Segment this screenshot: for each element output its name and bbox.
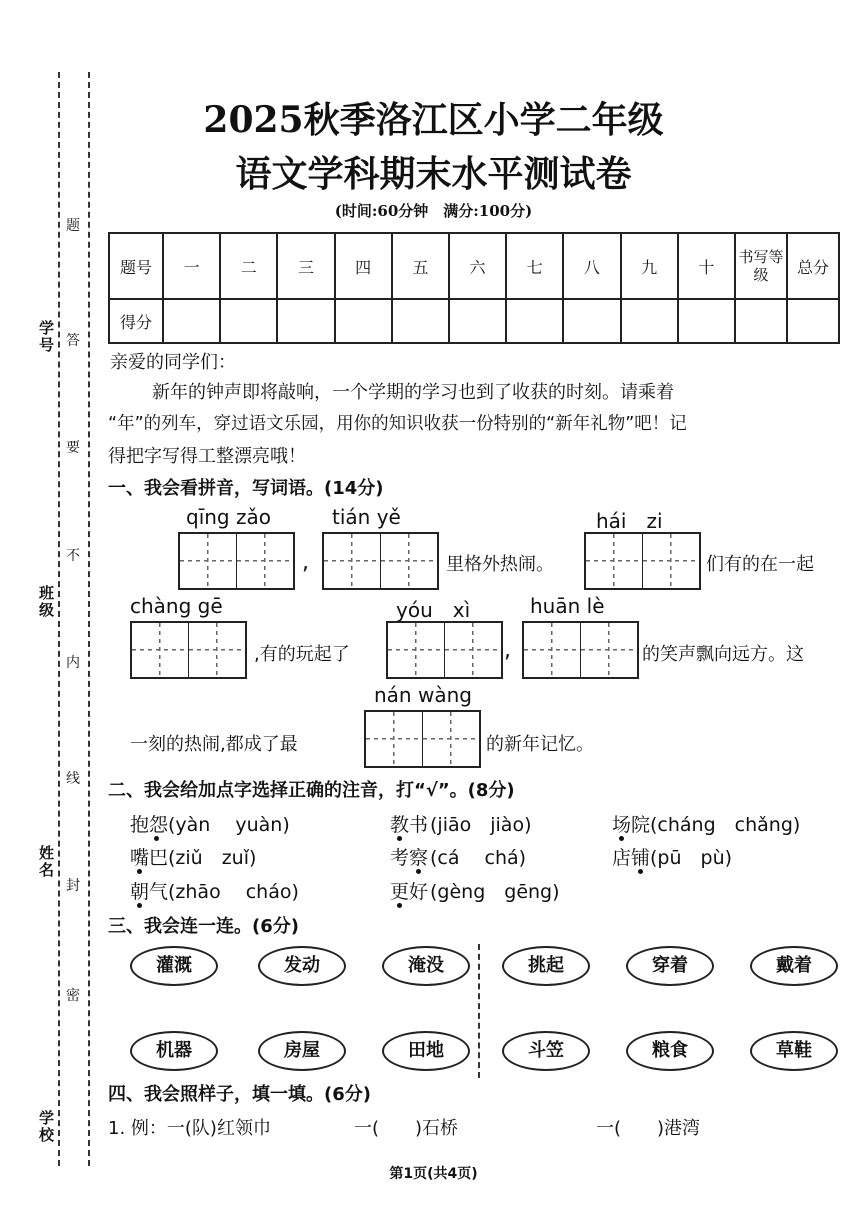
pinyin-label: yóu xì <box>396 598 471 622</box>
pronunciation-options[interactable]: (pū pù) <box>650 847 733 869</box>
emphasis-dot <box>397 836 402 841</box>
intro-line: 新年的钟声即将敲响，一个学期的学习也到了收获的时刻。请乘着 <box>152 382 674 403</box>
score-cell[interactable] <box>787 299 839 343</box>
score-cell[interactable] <box>563 299 620 343</box>
margin-label-class: 班级 <box>37 585 55 619</box>
score-cell[interactable] <box>678 299 735 343</box>
margin-note-char: 内 <box>66 652 80 672</box>
intro-line: 得把字写得工整漂亮哦！ <box>108 446 306 467</box>
score-column-10: 十 <box>678 233 735 299</box>
pronunciation-options[interactable]: (jiāo jiào) <box>430 814 532 836</box>
match-word-top[interactable]: 穿着 <box>626 946 714 986</box>
score-cell[interactable] <box>163 299 220 343</box>
writing-grid[interactable] <box>130 621 247 679</box>
match-word-top[interactable]: 淹没 <box>382 946 470 986</box>
writing-grid[interactable] <box>386 621 503 679</box>
section1-heading: 一、我会看拼音，写词语。(14分) <box>108 478 384 499</box>
page-number: 第1页(共4页) <box>389 1166 478 1182</box>
margin-note-char: 要 <box>66 437 80 457</box>
pronunciation-item-word: 考察 <box>390 847 429 869</box>
score-cell[interactable] <box>335 299 392 343</box>
margin-label-student-id: 学号 <box>37 320 55 354</box>
intro-greeting: 亲爱的同学们： <box>110 352 236 373</box>
pinyin-label: chàng gē <box>130 594 223 618</box>
writing-grid[interactable] <box>178 532 295 590</box>
score-cell[interactable] <box>449 299 506 343</box>
score-column-total: 总分 <box>787 233 839 299</box>
emphasis-dot <box>638 869 643 874</box>
blank-text: , <box>504 638 511 663</box>
pronunciation-item-word: 抱怨 <box>130 814 169 836</box>
fill-blank[interactable]: 一( )港湾 <box>596 1118 701 1139</box>
pronunciation-item-word: 教书 <box>390 814 429 836</box>
score-column-writing: 书写等级 <box>735 233 787 299</box>
pronunciation-options[interactable]: (ziǔ zuǐ) <box>168 847 257 869</box>
blank-text: 们有的在一起 <box>706 554 814 575</box>
score-column-2: 二 <box>220 233 277 299</box>
pronunciation-options[interactable]: (gèng gēng) <box>430 881 560 903</box>
section2-heading: 二、我会给加点字选择正确的注音，打“√”。(8分) <box>108 780 515 801</box>
match-word-top[interactable]: 发动 <box>258 946 346 986</box>
score-table-row-header: 题号 <box>109 233 163 299</box>
section4-heading: 四、我会照样子，填一填。(6分) <box>108 1084 371 1105</box>
score-cell[interactable] <box>277 299 334 343</box>
score-table <box>108 232 840 344</box>
margin-label-school: 学校 <box>37 1110 55 1144</box>
margin-note-char: 封 <box>66 875 80 895</box>
score-column-9: 九 <box>621 233 678 299</box>
pinyin-label: huān lè <box>530 594 605 618</box>
score-cell[interactable] <box>392 299 449 343</box>
score-cell[interactable] <box>506 299 563 343</box>
blank-text: 一刻的热闹,都成了最 <box>130 734 298 755</box>
margin-note-char: 题 <box>66 215 80 235</box>
writing-grid[interactable] <box>522 621 639 679</box>
blank-text: 的笑声飘向远方。这 <box>642 644 804 665</box>
pronunciation-item-word: 嘴巴 <box>130 847 169 869</box>
writing-grid[interactable] <box>584 532 701 590</box>
pronunciation-item-word: 场院 <box>612 814 651 836</box>
score-column-4: 四 <box>335 233 392 299</box>
margin-note-char: 答 <box>66 330 80 350</box>
emphasis-dot <box>397 903 402 908</box>
score-table-header-row <box>109 233 839 299</box>
emphasis-dot <box>137 869 142 874</box>
blank-text: 的新年记忆。 <box>486 734 594 755</box>
pinyin-label: nán wàng <box>374 683 472 707</box>
pinyin-label: hái zi <box>596 509 663 533</box>
pronunciation-options[interactable]: (cá chá) <box>430 847 527 869</box>
score-cell[interactable] <box>621 299 678 343</box>
score-column-3: 三 <box>277 233 334 299</box>
binding-line-inner <box>88 72 90 1166</box>
margin-note-char: 不 <box>66 545 80 565</box>
matching-divider <box>478 944 480 1078</box>
pinyin-label: tián yě <box>332 505 401 529</box>
match-word-top[interactable]: 灌溉 <box>130 946 218 986</box>
intro-line: “年”的列车，穿过语文乐园，用你的知识收获一份特别的“新年礼物”吧！记 <box>108 414 687 434</box>
exam-title-line2: 语文学科期末水平测试卷 <box>235 153 632 195</box>
emphasis-dot <box>619 836 624 841</box>
exam-title-line1: 2025秋季洛江区小学二年级 <box>203 99 664 141</box>
match-word-top[interactable]: 戴着 <box>750 946 838 986</box>
pronunciation-options[interactable]: (cháng chǎng) <box>650 814 801 836</box>
writing-grid[interactable] <box>322 532 439 590</box>
match-word-bottom[interactable]: 草鞋 <box>750 1031 838 1071</box>
score-column-6: 六 <box>449 233 506 299</box>
score-table-row-header: 得分 <box>109 299 163 343</box>
score-cell[interactable] <box>735 299 787 343</box>
match-word-bottom[interactable]: 房屋 <box>258 1031 346 1071</box>
pinyin-label: qīng zǎo <box>186 505 271 529</box>
margin-note-char: 密 <box>66 985 80 1005</box>
section4-example: 1. 例：一(队)红领巾 <box>108 1118 271 1139</box>
match-word-bottom[interactable]: 斗笠 <box>502 1031 590 1071</box>
binding-line-outer <box>58 72 60 1166</box>
score-column-5: 五 <box>392 233 449 299</box>
blank-text: 里格外热闹。 <box>446 554 554 575</box>
pronunciation-item-word: 店铺 <box>612 847 651 869</box>
pronunciation-item-word: 朝气 <box>130 881 169 903</box>
emphasis-dot <box>154 836 159 841</box>
match-word-bottom[interactable]: 机器 <box>130 1031 218 1071</box>
pronunciation-options[interactable]: (zhāo cháo) <box>168 881 299 903</box>
score-column-7: 七 <box>506 233 563 299</box>
score-column-8: 八 <box>563 233 620 299</box>
score-column-1: 一 <box>163 233 220 299</box>
score-table-score-row <box>109 299 839 343</box>
section3-heading: 三、我会连一连。(6分) <box>108 916 299 937</box>
writing-grid[interactable] <box>364 710 481 768</box>
match-word-top[interactable]: 挑起 <box>502 946 590 986</box>
blank-text: ,有的玩起了 <box>254 644 350 665</box>
exam-subtitle: (时间:60分钟 满分:100分) <box>334 202 533 220</box>
margin-note-char: 线 <box>66 768 80 788</box>
blank-text: , <box>302 550 309 575</box>
score-cell[interactable] <box>220 299 277 343</box>
match-word-bottom[interactable]: 田地 <box>382 1031 470 1071</box>
match-word-bottom[interactable]: 粮食 <box>626 1031 714 1071</box>
margin-label-name: 姓名 <box>37 845 55 879</box>
emphasis-dot <box>137 903 142 908</box>
pronunciation-item-word: 更好 <box>390 881 429 903</box>
emphasis-dot <box>416 869 421 874</box>
pronunciation-options[interactable]: (yàn yuàn) <box>168 814 290 836</box>
fill-blank[interactable]: 一( )石桥 <box>354 1118 459 1139</box>
